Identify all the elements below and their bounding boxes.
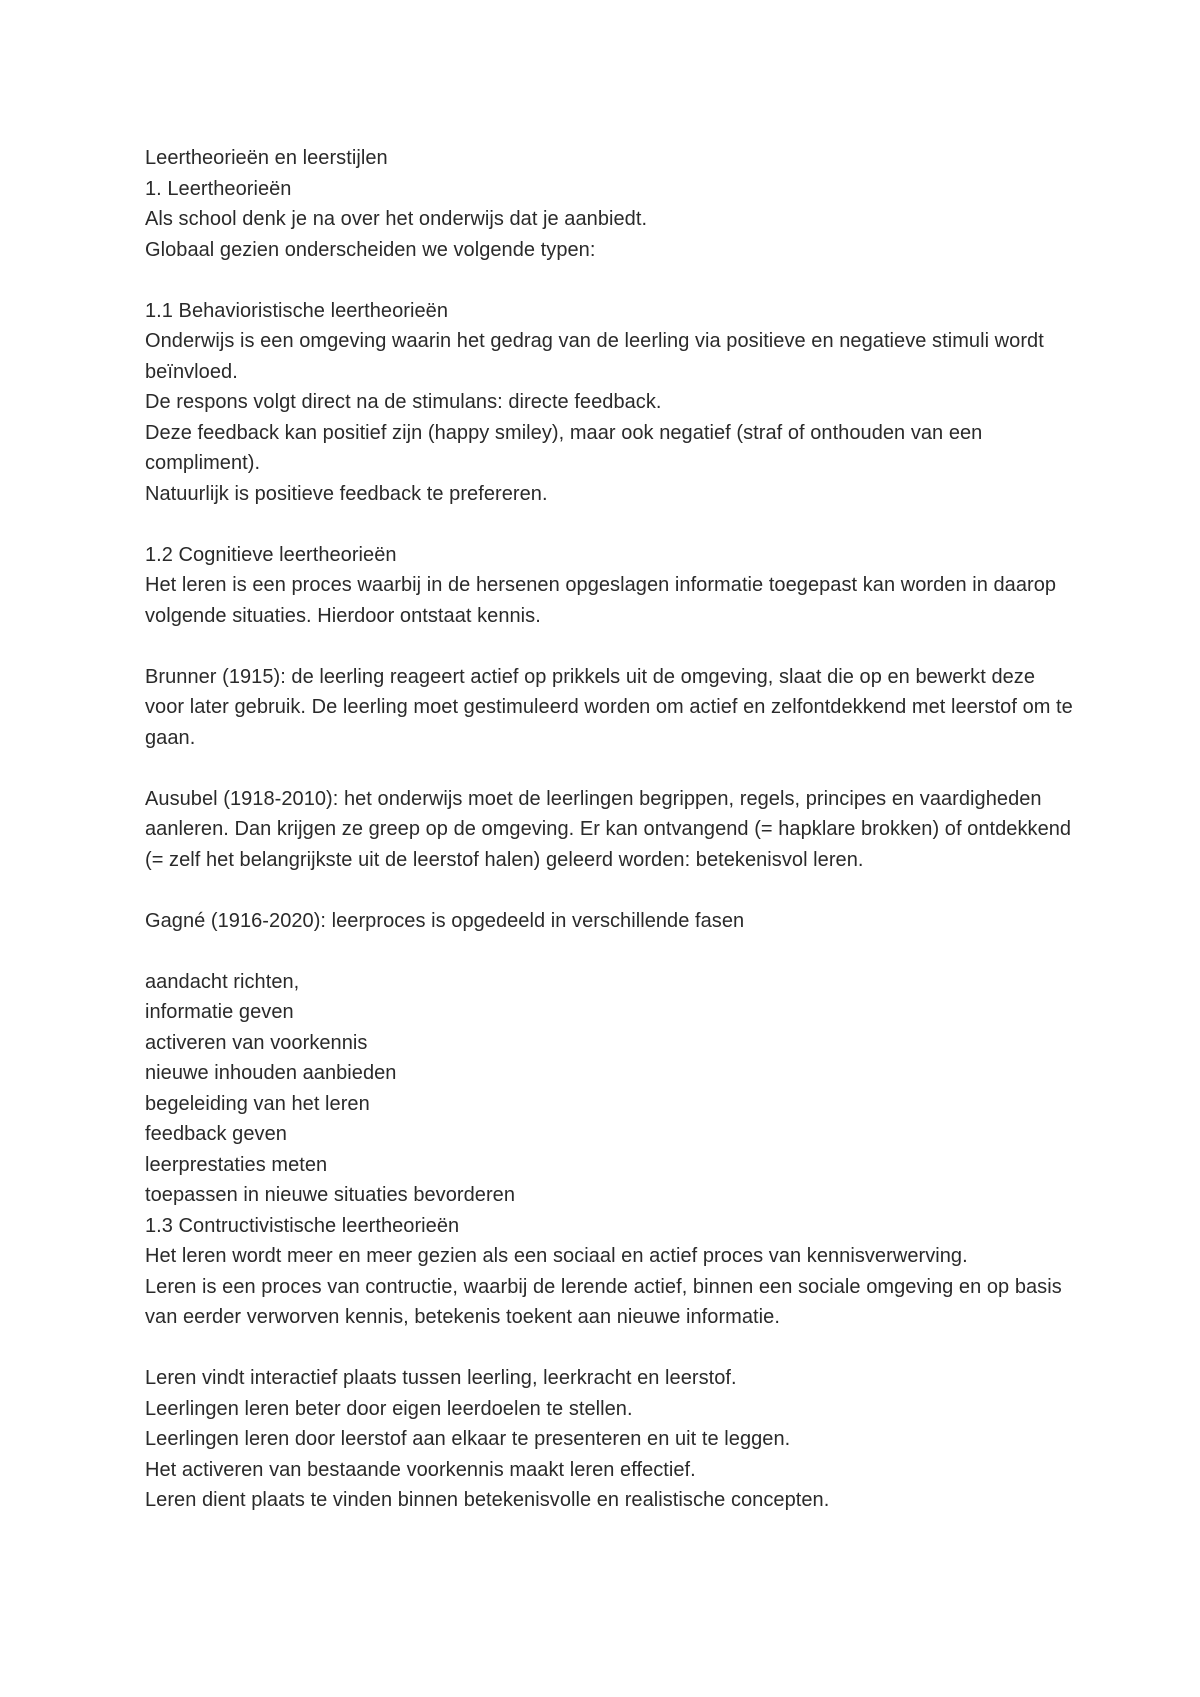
blank-line <box>145 265 1075 296</box>
section-1-2-intro: Het leren is een proces waarbij in de hersenen opgeslagen informatie toegepast kan worden in daarop volgende situaties. Hierdoor ontstaat kennis. <box>145 574 1057 627</box>
phase-item: aandacht richten, <box>145 970 300 993</box>
section-1-2-heading: 1.2 Cognitieve leertheorieën <box>145 543 397 566</box>
phase-item: nieuwe inhouden aanbieden <box>145 1062 397 1084</box>
brunner-paragraph: Brunner (1915): de leerling reageert actief op prikkels uit de omgeving, slaat die op en bewerkt deze voor later gebruik. De leerling moet gestimuleerd worden om actief en zelfontdekkend met leerstof om te gaan. <box>145 665 1073 749</box>
phase-item: activeren van voorkennis <box>145 1031 368 1054</box>
constructivism-point: Leerlingen leren beter door eigen leerdoelen te stellen. <box>145 1397 633 1420</box>
section-1-3-paragraph: Leren is een proces van contructie, waarbij de lerende actief, binnen een sociale omgeving en op basis van eerder verworven kennis, betekenis toekent aan nieuwe informatie. <box>145 1275 1062 1328</box>
ausubel-paragraph: Ausubel (1918-2010): het onderwijs moet de leerlingen begrippen, regels, principes en vaardigheden aanleren. Dan krijgen ze greep op de omgeving. Er kan ontvangend (= hapklare brokken) of ontdekkend (= zelf het belangrijkste uit de leerstof halen) geleerd worden: betekenisvol leren. <box>145 787 1072 871</box>
blank-line <box>145 1333 1075 1364</box>
constructivism-points <box>145 1363 1075 1516</box>
blank-line <box>145 509 1075 540</box>
gagne-paragraph: Gagné (1916-2020): leerproces is opgedeeld in verschillende fasen <box>145 909 745 932</box>
phase-item: informatie geven <box>145 1001 294 1023</box>
section-1-1-paragraph: De respons volgt direct na de stimulans: directe feedback. <box>145 391 662 413</box>
section-1-1-paragraph: Natuurlijk is positieve feedback te prefereren. <box>145 482 548 505</box>
section-1-3-heading: 1.3 Contructivistische leertheorieën <box>145 1214 460 1237</box>
document-body <box>145 143 1075 1516</box>
blank-line <box>145 753 1075 784</box>
constructivism-point: Leren dient plaats te vinden binnen betekenisvolle en realistische concepten. <box>145 1489 830 1511</box>
phase-item: leerprestaties meten <box>145 1153 328 1176</box>
phase-item: begeleiding van het leren <box>145 1092 370 1115</box>
phase-item: toepassen in nieuwe situaties bevorderen <box>145 1184 516 1206</box>
section-1-line: Globaal gezien onderscheiden we volgende typen: <box>145 238 596 261</box>
section-1-1-paragraph: Onderwijs is een omgeving waarin het gedrag van de leerling via positieve en negatieve stimuli wordt beïnvloed. <box>145 330 1044 383</box>
blank-line <box>145 936 1075 967</box>
blank-line <box>145 631 1075 662</box>
section-1-1-paragraph: Deze feedback kan positief zijn (happy smiley), maar ook negatief (straf of onthouden van een compliment). <box>145 421 983 474</box>
section-1-heading: 1. Leertheorieën <box>145 177 292 200</box>
blank-line <box>145 875 1075 906</box>
phase-item: feedback geven <box>145 1123 287 1145</box>
constructivism-point: Leren vindt interactief plaats tussen leerling, leerkracht en leerstof. <box>145 1367 737 1389</box>
constructivism-point: Leerlingen leren door leerstof aan elkaar te presenteren en uit te leggen. <box>145 1428 791 1450</box>
document-title: Leertheorieën en leerstijlen <box>145 147 388 169</box>
section-1-1-heading: 1.1 Behavioristische leertheorieën <box>145 299 448 322</box>
section-1-3-paragraph: Het leren wordt meer en meer gezien als een sociaal en actief proces van kennisverwerving. <box>145 1245 968 1267</box>
constructivism-point: Het activeren van bestaande voorkennis maakt leren effectief. <box>145 1458 696 1481</box>
section-1-line: Als school denk je na over het onderwijs dat je aanbiedt. <box>145 208 648 230</box>
gagne-phase-list <box>145 967 1075 1211</box>
